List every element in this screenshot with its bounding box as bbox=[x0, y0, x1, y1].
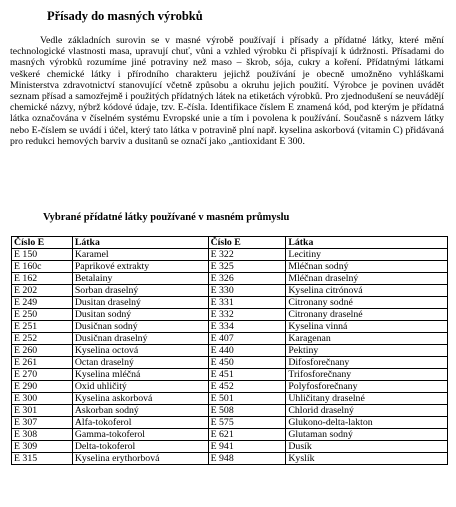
e-number-cell: E 450 bbox=[208, 357, 286, 369]
table-row bbox=[12, 321, 448, 333]
e-number-cell: E 452 bbox=[208, 381, 286, 393]
substance-cell: Glukono-delta-lakton bbox=[286, 417, 448, 429]
e-number-cell: E 331 bbox=[208, 297, 286, 309]
e-number-cell: E 325 bbox=[208, 261, 286, 273]
substance-cell: Mléčnan draselný bbox=[286, 273, 448, 285]
table-row bbox=[12, 417, 448, 429]
substance-cell: Dusitan draselný bbox=[72, 297, 208, 309]
e-number-cell: E 315 bbox=[12, 453, 73, 465]
table-row bbox=[12, 297, 448, 309]
table-row bbox=[12, 393, 448, 405]
substance-cell: Alfa-tokoferol bbox=[72, 417, 208, 429]
e-number-cell: E 451 bbox=[208, 369, 286, 381]
table-row bbox=[12, 261, 448, 273]
table-title: Vybrané přídatné látky používané v masném průmyslu bbox=[43, 212, 290, 223]
e-number-cell: E 202 bbox=[12, 285, 73, 297]
additives-table bbox=[11, 236, 448, 465]
header-substance: Látka bbox=[72, 237, 208, 249]
substance-cell: Octan draselný bbox=[72, 357, 208, 369]
substance-cell: Dusičnan draselný bbox=[72, 333, 208, 345]
table-row bbox=[12, 405, 448, 417]
table-row bbox=[12, 357, 448, 369]
e-number-cell: E 330 bbox=[208, 285, 286, 297]
substance-cell: Dusičnan sodný bbox=[72, 321, 208, 333]
table-row bbox=[12, 345, 448, 357]
substance-cell: Lecitiny bbox=[286, 249, 448, 261]
substance-cell: Dusík bbox=[286, 441, 448, 453]
table-row bbox=[12, 309, 448, 321]
table-row bbox=[12, 285, 448, 297]
e-number-cell: E 941 bbox=[208, 441, 286, 453]
e-number-cell: E 300 bbox=[12, 393, 73, 405]
substance-cell: Kyselina octová bbox=[72, 345, 208, 357]
e-number-cell: E 261 bbox=[12, 357, 73, 369]
e-number-cell: E 249 bbox=[12, 297, 73, 309]
header-e-number: Číslo E bbox=[208, 237, 286, 249]
substance-cell: Oxid uhličitý bbox=[72, 381, 208, 393]
substance-cell: Mléčnan sodný bbox=[286, 261, 448, 273]
substance-cell: Difosforečnany bbox=[286, 357, 448, 369]
e-number-cell: E 508 bbox=[208, 405, 286, 417]
e-number-cell: E 301 bbox=[12, 405, 73, 417]
substance-cell: Uhličitany draselné bbox=[286, 393, 448, 405]
substance-cell: Kyselina askorbová bbox=[72, 393, 208, 405]
substance-cell: Trifosforečnany bbox=[286, 369, 448, 381]
e-number-cell: E 948 bbox=[208, 453, 286, 465]
substance-cell: Kyselina vinná bbox=[286, 321, 448, 333]
e-number-cell: E 332 bbox=[208, 309, 286, 321]
e-number-cell: E 621 bbox=[208, 429, 286, 441]
table-header-row bbox=[12, 237, 448, 249]
substance-cell: Citronany draselné bbox=[286, 309, 448, 321]
intro-paragraph: Vedle základních surovin se v masné výrobě používají i přísady a přídatné látky, které mění technologické vlastnosti masa, upravují chuť, vůni a vzhled výrobku či přispívají k údržnosti. Přísadami do masných výrobků rozumíme jiné potraviny než maso – škrob, sója, cukry a koření. Přídatnými látkami veškeré chemické látky i přírodního charakteru jejichž používání je obecně umožněno vyhláškami Ministerstva zdravotnictví stanovující včetně způsobu a okruhu jejich použití. Výrobce je povinen uvádět seznam přísad a samozřejmě i použitých přídatných látek na etiketách výrobků. Pro zjednodušení se neuvádějí chemické názvy, nýbrž kódové údaje, tzv. E-čísla. Identifikace číslem E znamená kód, pod kterým je přídatná látka označována v číselném systému Evropské unie a tím i povolena k používání. Současně s názvem látky nebo E-číslem se uvádí i účel, který tato látka v potravině plní např. kyselina askorbová (vitamin C) přidávaná pro redukci hemových barviv a dusitanů se označí jako „antioxidant E 300. bbox=[10, 35, 444, 147]
e-number-cell: E 575 bbox=[208, 417, 286, 429]
substance-cell: Kyselina citrónová bbox=[286, 285, 448, 297]
e-number-cell: E 251 bbox=[12, 321, 73, 333]
table-row bbox=[12, 453, 448, 465]
substance-cell: Glutaman sodný bbox=[286, 429, 448, 441]
e-number-cell: E 308 bbox=[12, 429, 73, 441]
header-substance: Látka bbox=[286, 237, 448, 249]
substance-cell: Kyselina mléčná bbox=[72, 369, 208, 381]
e-number-cell: E 160c bbox=[12, 261, 73, 273]
substance-cell: Kyselina erythorbová bbox=[72, 453, 208, 465]
e-number-cell: E 270 bbox=[12, 369, 73, 381]
table-row bbox=[12, 381, 448, 393]
e-number-cell: E 162 bbox=[12, 273, 73, 285]
e-number-cell: E 407 bbox=[208, 333, 286, 345]
e-number-cell: E 440 bbox=[208, 345, 286, 357]
e-number-cell: E 322 bbox=[208, 249, 286, 261]
substance-cell: Betalainy bbox=[72, 273, 208, 285]
substance-cell: Dusitan sodný bbox=[72, 309, 208, 321]
e-number-cell: E 501 bbox=[208, 393, 286, 405]
e-number-cell: E 260 bbox=[12, 345, 73, 357]
header-e-number: Číslo E bbox=[12, 237, 73, 249]
table-row bbox=[12, 273, 448, 285]
substance-cell: Askorban sodný bbox=[72, 405, 208, 417]
table-row bbox=[12, 429, 448, 441]
substance-cell: Gamma-tokoferol bbox=[72, 429, 208, 441]
e-number-cell: E 252 bbox=[12, 333, 73, 345]
e-number-cell: E 290 bbox=[12, 381, 73, 393]
table-row bbox=[12, 369, 448, 381]
substance-cell: Delta-tokoferol bbox=[72, 441, 208, 453]
substance-cell: Kyslík bbox=[286, 453, 448, 465]
e-number-cell: E 150 bbox=[12, 249, 73, 261]
substance-cell: Pektiny bbox=[286, 345, 448, 357]
e-number-cell: E 309 bbox=[12, 441, 73, 453]
e-number-cell: E 334 bbox=[208, 321, 286, 333]
substance-cell: Chlorid draselný bbox=[286, 405, 448, 417]
substance-cell: Karamel bbox=[72, 249, 208, 261]
table-body bbox=[12, 249, 448, 465]
substance-cell: Citronany sodné bbox=[286, 297, 448, 309]
substance-cell: Sorban draselný bbox=[72, 285, 208, 297]
e-number-cell: E 307 bbox=[12, 417, 73, 429]
e-number-cell: E 326 bbox=[208, 273, 286, 285]
table-row bbox=[12, 249, 448, 261]
e-number-cell: E 250 bbox=[12, 309, 73, 321]
table-row bbox=[12, 441, 448, 453]
page-title: Přísady do masných výrobků bbox=[47, 9, 203, 23]
substance-cell: Karagenan bbox=[286, 333, 448, 345]
table-row bbox=[12, 333, 448, 345]
substance-cell: Polyfosforečnany bbox=[286, 381, 448, 393]
substance-cell: Paprikové extrakty bbox=[72, 261, 208, 273]
